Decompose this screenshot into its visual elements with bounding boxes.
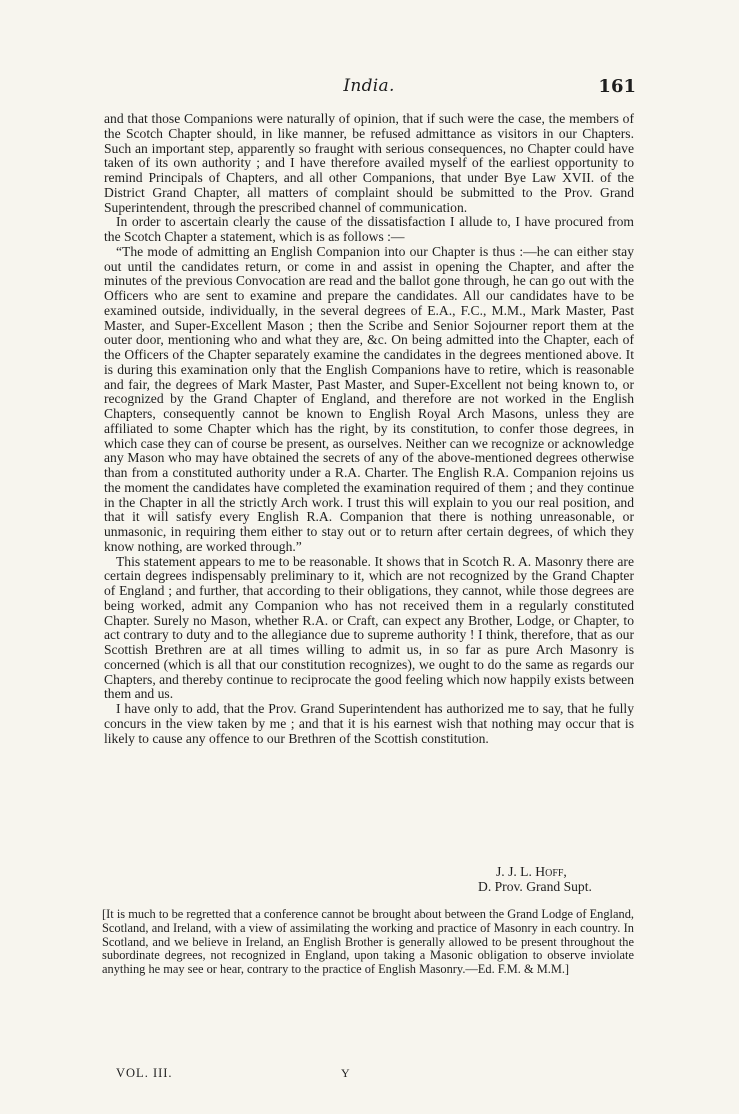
body-text [104, 112, 634, 746]
page-number: 161 [598, 76, 636, 97]
paragraph-reasonable: This statement appears to me to be reasonable. It shows that in Scotch R. A. Masonry there are certain degrees indispensably preliminary to it, which are not recognized by the Grand Chapter of England ; and further, that according to their obligations, they cannot, while those degrees are being worked, admit any Companion who has not received them in a regularly constituted Chapter. Surely no Mason, whether R.A. or Craft, can expect any Brother, Lodge, or Chapter, to act contrary to duty and to the allegiance due to supreme authority ! I think, therefore, that as our Scottish Brethren are at all times willing to admit us, in so far as pure Arch Masonry is concerned (which is all that our constitution recognizes), we ought to do the same as regards our Chapters, and thereby continue to reciprocate the good feeling which now happily exists between them and us. [104, 553, 634, 702]
signature-block [478, 864, 648, 894]
paragraph-closing: I have only to add, that the Prov. Grand Superintendent has authorized me to say, that he fully concurs in the view taken by me ; and that it is his earnest wish that nothing may occur that is likely to cause any offence to our Brethren of the Scottish constitution. [104, 701, 634, 746]
paragraph-continuation: and that those Companions were naturally of opinion, that if such were the case, the members of the Scotch Chapter should, in like manner, be refused admittance as visitors in our Chapters. Such an important step, apparently so fraught with serious consequences, no Chapter could have taken of its own authority ; and I have therefore availed myself of the earliest opportunity to remind Principals of Chapters, and all other Companions, that under Bye Law XVII. of the District Grand Chapter, all matters of complaint should be submitted to the Prov. Grand Superintendent, through the prescribed channel of communication. [104, 111, 634, 215]
paragraph-ascertain: In order to ascertain clearly the cause of the dissatisfaction I allude to, I have procured from the Scotch Chapter a statement, which is as follows :— [104, 214, 634, 244]
page-footer [116, 1066, 636, 1082]
page-header [102, 76, 636, 100]
signature-title: D. Prov. Grand Supt. [478, 879, 592, 894]
signature-mark: Y [341, 1066, 350, 1080]
signature-name: J. J. L. Hoff, [496, 864, 567, 879]
editorial-note-text: [It is much to be regretted that a conference cannot be brought about between the Grand Lodge of England, Scotland, and Ireland, with a view of assimilating the working and practice of Masonry in each country. In Scotland, and we believe in Ireland, an English Brother is generally allowed to be present throughout the subordinate degrees, not recognized in England, upon taking a Masonic obligation to observe inviolate anything he may see or hear, contrary to the practice of English Masonry.—Ed. F.M. & M.M.] [102, 907, 634, 977]
editorial-note [102, 908, 634, 977]
paragraph-scotch-statement: “The mode of admitting an English Companion into our Chapter is thus :—he can either stay out until the candidates return, or come in and assist in opening the Chapter, and after the minutes of the previous Convocation are read and the ballot gone through, he can go out with the Officers who are sent to examine and prepare the candidates. All our candidates have to be examined outside, individually, in the several degrees of E.A., F.C., M.M., Mark Master, Past Master, and Super-Excellent Mason ; then the Scribe and Senior Sojourner report them at the outer door, mentioning who and what they are, &c. On being admitted into the Chapter, each of the Officers of the Chapter separately examine the candidates in the degrees mentioned above. It is during this examination only that the English Companions have to retire, which is reasonable and fair, the degrees of Mark Master, Past Master, and Super-Excellent not being known to, or recognized by the Grand Chapter of England, and therefore are not worked in the English Chapters, consequently cannot be known to English Royal Arch Masons, unless they are affiliated to some Chapter which has the right, by its constitution, to confer those degrees, in which case they can of course be present, as ourselves. Neither can we recognize or acknowledge any Mason who may have obtained the secrets of any of the above-mentioned degrees otherwise than from a constituted authority under a R.A. Charter. The English R.A. Companion rejoins us the moment the candidates have completed the examination required of them ; and they continue in the Chapter in all the strictly Arch work. I trust this will explain to you our real position, and that it will satisfy every English R.A. Companion that there is nothing unreasonable, or unmasonic, in requiring them either to stay out or to return after certain degrees, of which they know nothing, are worked through.” [104, 243, 634, 554]
volume-label: VOL. III. [116, 1066, 173, 1080]
running-title: India. [343, 76, 395, 96]
